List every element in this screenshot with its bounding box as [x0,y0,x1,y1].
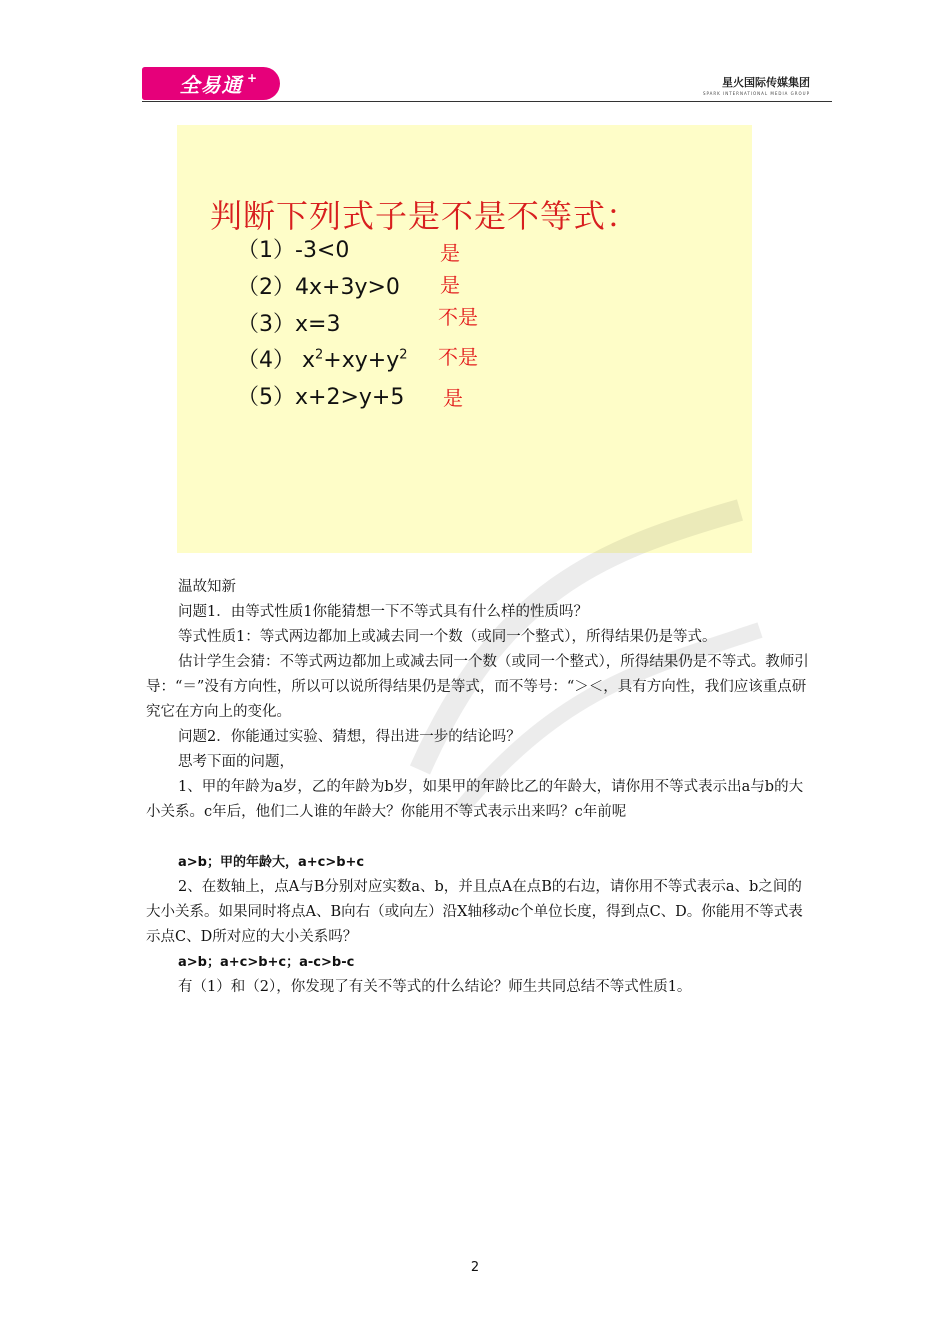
exponent-1: 2 [315,347,324,363]
slide-title: 判断下列式子是不是不等式： [210,197,640,235]
logo-text: 全易通 [179,73,243,97]
logo-star: + [246,71,258,85]
brand-name-en: SPARK INTERNATIONAL MEDIA GROUP [702,91,810,96]
equality-property: 等式性质1：等式两边都加上或减去同一个数（或同一个整式），所得结果仍是等式。 [178,629,717,645]
brand-name-cn: 星火国际传媒集团 [722,76,810,89]
problem-2: 2、在数轴上，点A与B分别对应实数a、b，并且点A在点B的右边，请你用不等式表示a、b之间的大小关系。如果同时将点A、B向右（或向左）沿X轴移动c个单位长度，得到点C、D。你能用不等式表示点C、D所对应的大小关系吗？ [146,879,803,945]
slide-item-5 [237,380,404,411]
item-expression-a: x [295,348,316,373]
item-expression-b: +xy+y [323,348,400,373]
think-prompt: 思考下面的问题， [178,754,294,770]
slide-panel [177,125,752,553]
page-header [142,64,832,104]
slide-item-2 [237,270,400,301]
answer-2: 是 [440,273,460,297]
answer-4: 不是 [438,345,478,369]
item-expression: -3<0 [295,238,350,263]
item-number: （5） [237,385,295,410]
slide-item-4 [237,343,408,374]
student-guess: 估计学生会猜：不等式两边都加上或减去同一个数（或同一个整式），所得结果仍是不等式。教师引导：“＝”没有方向性，所以可以说所得结果仍是等式，而不等号：“＞＜，具有方向性，我们应该重点研究它在方向上的变化。 [146,654,809,720]
item-number: （1） [237,238,295,263]
item-expression: x=3 [295,312,341,337]
page-number: 2 [470,1260,480,1275]
answer-problem-2: a>b；a+c>b+c；a-c>b-c [178,955,355,970]
section-heading: 温故知新 [178,579,236,595]
conclusion: 有（1）和（2），你发现了有关不等式的什么结论？师生共同总结不等式性质1。 [178,979,692,995]
question-2: 问题2．你能通过实验、猜想，得出进一步的结论吗？ [178,729,521,745]
exponent-2: 2 [399,347,408,363]
question-1: 问题1．由等式性质1你能猜想一下不等式具有什么样的性质吗？ [178,604,588,620]
item-number: （3） [237,312,295,337]
item-number: （2） [237,275,295,300]
answer-5: 是 [443,386,463,410]
slide-item-1 [237,233,349,264]
item-expression: 4x+3y>0 [295,275,400,300]
item-expression: x+2>y+5 [295,385,405,410]
header-divider [142,101,832,102]
publisher-brand [703,74,810,96]
slide-item-3 [237,307,340,338]
item-number: （4） [237,348,295,373]
answer-problem-1: a>b；甲的年龄大，a+c>b+c [178,855,365,870]
quanyitong-logo [142,67,280,100]
answer-3: 不是 [438,305,478,329]
problem-1: 1、甲的年龄为a岁，乙的年龄为b岁，如果甲的年龄比乙的年龄大，请你用不等式表示出a与b的大小关系。c年后，他们二人谁的年龄大？你能用不等式表示出来吗？c年前呢 [146,779,804,820]
answer-1: 是 [440,241,460,265]
